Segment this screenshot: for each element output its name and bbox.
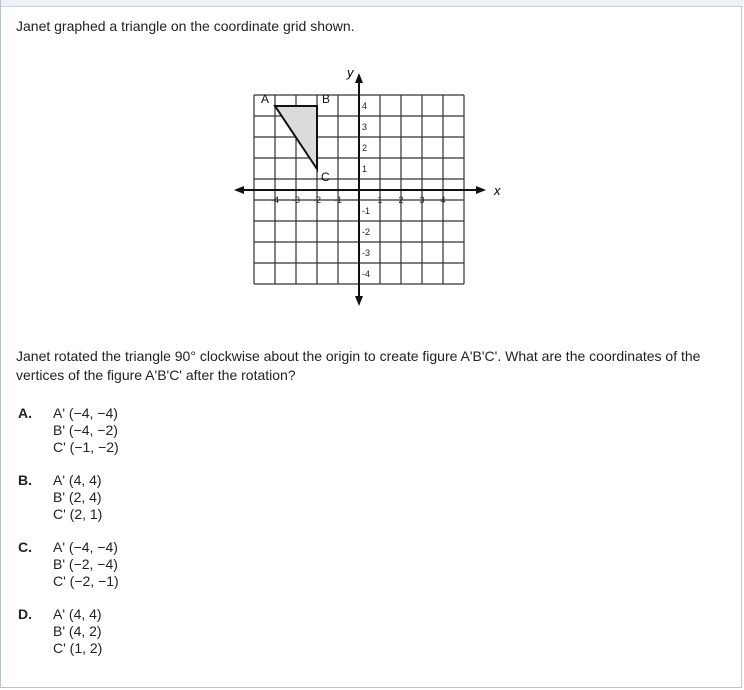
choice-vertex: B' (−4, −2) xyxy=(53,422,118,438)
y-tick-label: -1 xyxy=(362,206,371,216)
y-tick-label: 1 xyxy=(362,164,368,174)
x-tick-label: -1 xyxy=(333,195,343,205)
y-axis-arrow-up xyxy=(355,73,363,83)
y-axis-arrow-down xyxy=(355,296,363,306)
y-tick-label: -2 xyxy=(362,227,371,237)
coordinate-grid xyxy=(229,60,509,335)
choice-vertex: B' (4, 2) xyxy=(53,623,102,639)
axes-layer xyxy=(234,73,486,306)
x-axis-arrow-left xyxy=(234,186,244,194)
y-tick-label: 4 xyxy=(362,101,368,111)
choice-vertex: A' (−4, −4) xyxy=(53,539,118,555)
choice-vertex: A' (−4, −4) xyxy=(53,405,118,421)
question-prompt: Janet rotated the triangle 90° clockwise about the origin to create figure A'B'C'. What are the coordinates of the vertices of the figure A'B'C' after the rotation? xyxy=(16,348,701,383)
x-tick-label: -3 xyxy=(291,195,301,205)
y-tick-label: 2 xyxy=(362,143,368,153)
x-tick-label: 1 xyxy=(377,195,383,205)
choice-vertex: C' (−1, −2) xyxy=(53,439,119,455)
x-axis-label: x xyxy=(494,183,501,198)
vertex-label-a: A xyxy=(261,92,270,106)
x-axis-arrow-right xyxy=(476,186,486,194)
vertex-label-b: B xyxy=(322,92,331,106)
y-tick-label: -4 xyxy=(362,269,371,279)
choice-vertex: B' (−2, −4) xyxy=(53,556,118,572)
x-tick-label: 4 xyxy=(440,195,446,205)
x-tick-label: -4 xyxy=(270,195,280,205)
choice-vertex: A' (4, 4) xyxy=(53,606,102,622)
choice-vertex: C' (2, 1) xyxy=(53,506,103,522)
choice-letter: A. xyxy=(18,405,32,421)
top-bar xyxy=(1,0,743,7)
question-intro: Janet graphed a triangle on the coordinate grid shown. xyxy=(16,18,355,34)
choice-vertex: A' (4, 4) xyxy=(53,472,102,488)
x-tick-label: 3 xyxy=(419,195,425,205)
choice-letter: D. xyxy=(18,606,32,622)
choice-letter: B. xyxy=(18,472,32,488)
y-tick-label: 3 xyxy=(362,122,368,132)
vertex-label-c: C xyxy=(321,170,330,184)
x-tick-label: -2 xyxy=(312,195,322,205)
x-tick-label: 2 xyxy=(398,195,404,205)
y-tick-label: -3 xyxy=(362,248,371,258)
y-axis-label: y xyxy=(347,65,354,80)
choice-vertex: C' (−2, −1) xyxy=(53,573,119,589)
choice-vertex: C' (1, 2) xyxy=(53,640,103,656)
choice-vertex: B' (2, 4) xyxy=(53,489,102,505)
choice-letter: C. xyxy=(18,539,32,555)
